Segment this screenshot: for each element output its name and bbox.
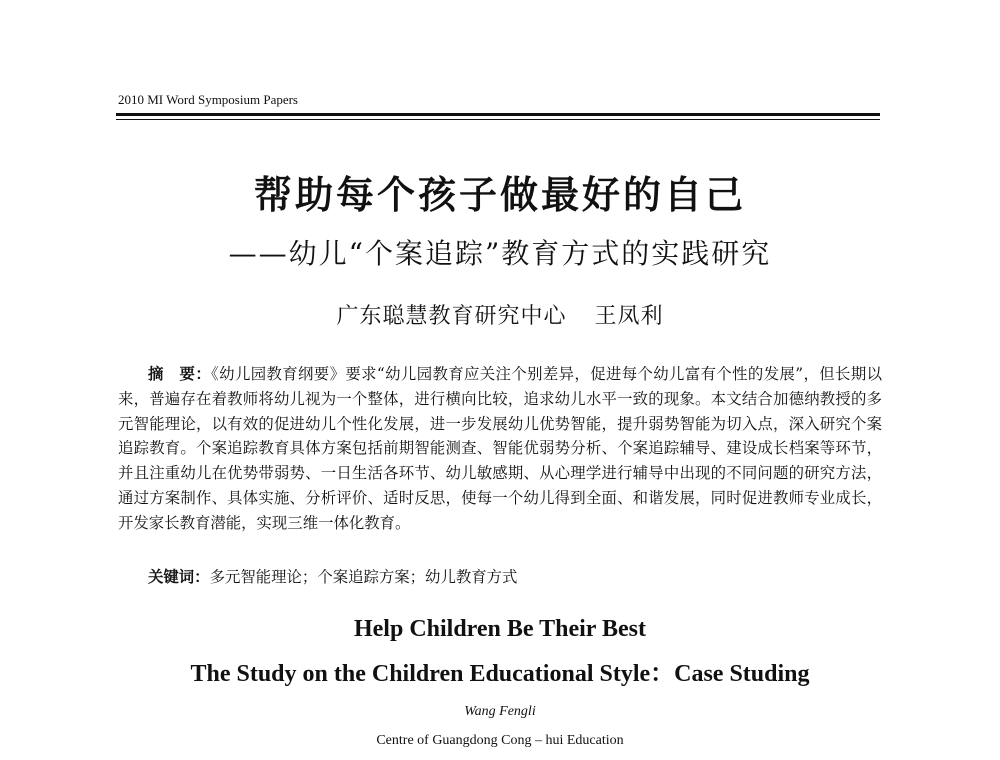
- keywords-label: 关键词：: [148, 568, 210, 586]
- author-cn: 王凤利: [594, 304, 664, 329]
- paper-subtitle-cn: ——幼儿“个案追踪”教育方式的实践研究: [228, 237, 772, 270]
- abstract-cn: [118, 362, 882, 536]
- affiliation-cn: [0, 299, 1000, 330]
- paper-title-en-line1: Help Children Be Their Best: [353, 616, 647, 642]
- paper-title-en-line2: The Study on the Children Educational Style：Case Studing: [190, 661, 810, 687]
- keywords-text: 多元智能理论；个案追踪方案；幼儿教育方式: [209, 568, 518, 586]
- running-header: 2010 MI Word Symposium Papers: [118, 92, 298, 107]
- header-rule-thin: [116, 119, 880, 120]
- keywords-cn: [118, 565, 882, 589]
- institution-cn: 广东聪慧教育研究中心: [336, 304, 567, 329]
- header-rule-thick: [116, 113, 880, 116]
- affiliation-en: Centre of Guangdong Cong – hui Education: [376, 733, 624, 748]
- abstract-label: 摘 要：: [148, 365, 212, 383]
- author-en: Wang Fengli: [464, 704, 536, 719]
- paper-title-cn: 帮助每个孩子做最好的自己: [253, 173, 746, 217]
- abstract-text: 《幼儿园教育纲要》要求“幼儿园教育应关注个别差异，促进每个幼儿富有个性的发展”，但长期以来，普遍存在着教师将幼儿视为一个整体，进行横向比较，追求幼儿水平一致的现象。本文结合加德纳教授的多元智能理论，以有效的促进幼儿个性化发展，进一步发展幼儿优势智能，提升弱势智能为切入点，深入研究个案追踪教育。个案追踪教育具体方案包括前期智能测查、智能优弱势分析、个案追踪辅导、建设成长档案等环节，并且注重幼儿在优势带弱势、一日生活各环节、幼儿敏感期、从心理学进行辅导中出现的不同问题的研究方法，通过方案制作、具体实施、分析评价、适时反思，使每一个幼儿得到全面、和谐发展，同时促进教师专业成长，开发家长教育潜能，实现三维一体化教育。: [118, 365, 882, 532]
